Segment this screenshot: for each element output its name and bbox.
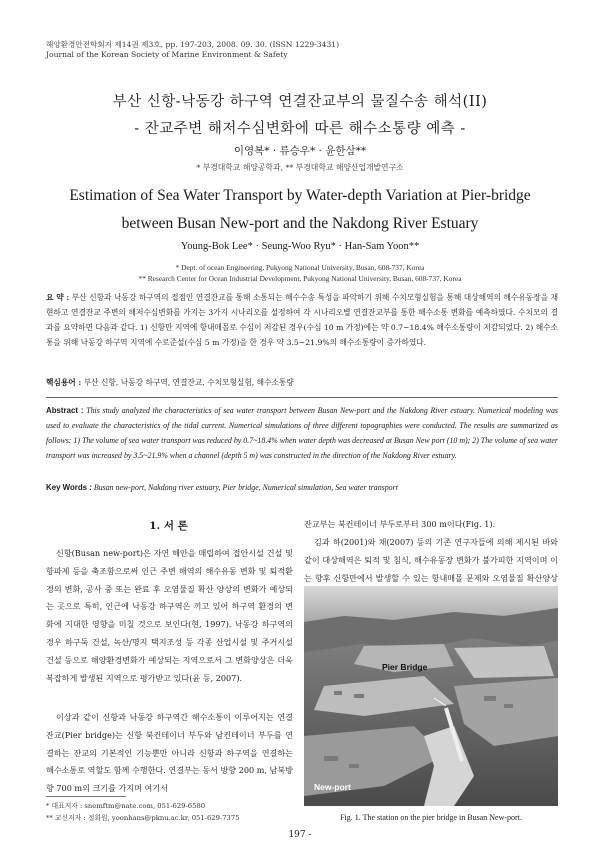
korean-affiliation: * 부경대학교 해양공학과, ** 부경대학교 해양산업개발연구소 <box>196 163 404 172</box>
journal-citation: 해양환경안전학회지 제14권 제3호, pp. 197-203, 2008. 09. 30. (ISSN 1229-3431) <box>46 40 340 49</box>
english-abstract-label: Abstract : <box>46 406 84 415</box>
english-authors: Young-Bok Lee* · Seung-Woo Ryu* · Han-Sam Yoon** <box>180 241 420 252</box>
korean-keywords <box>46 377 558 388</box>
english-keywords-text: Busan new-port, Nakdong river estuary, Pier bridge, Numerical simulation, Sea water transport <box>93 483 398 492</box>
new-port-label: New-port <box>314 782 351 792</box>
english-affiliation-2: ** Research Center for Ocean Industrial Development, Pukyong National University, Busan, 608-737, Korea <box>138 274 462 283</box>
intro-paragraph-1: 신항(Busan new-port)은 자연 해안을 매립하여 접안시설 건설 및 항파제 등을 축조함으로써 인근 주변 해역의 해수유동 변화 및 퇴적환경의 변화, 공사 중 또는 완료 후 오염물질 확산 양상의 변화가 예상되는 곳으로 특히, 인근에 낙동강 하구역은 끼고 있어 하구역 환경의 변화에 지대한 영향을 미칠 것으로 보인다(현, 1997). 낙동강 하구역의 경우 하구둑 건설, 녹산/명지 택지조성 등 각종 산업시설 및 주거시설 건설 등으로 해양환경변화가 예상되는 지역으로서 그 변화양상은 더욱 복잡하게 발생된 지역으로 평가받고 있다(윤 등, 2007). <box>46 548 293 683</box>
divider <box>46 397 558 398</box>
footnote-corresponding: ** 교신저자 : 정회원, yoonhans@pknu.ac.kr, 051-629-7375 <box>46 814 240 822</box>
korean-keywords-text: 부산 신항, 낙동강 하구역, 연결잔교, 수치모형실험, 해수소통량 <box>83 378 294 387</box>
pier-bridge-label: Pier Bridge <box>382 662 428 672</box>
korean-subtitle: - 잔교주변 해저수심변화에 따른 해수소통량 예측 - <box>134 121 466 137</box>
page-number: 197 - <box>288 830 312 840</box>
right-paragraph-2: 김과 하(2001)와 채(2007) 등의 기존 연구자들에 의해 제시된 바와 같이 대상해역은 퇴적 및 침식, 해수유동장 변화가 불가피한 지역이며 이는 향후 신항만에서 발생할 수 있는 항내매몰 문제와 오염물질 확산양상 <box>304 537 558 583</box>
figure-caption: Fig. 1. The station on the pier bridge in Busan New-port. <box>340 813 522 822</box>
english-keywords-label: Key Words : <box>46 483 92 492</box>
intro-paragraph-2: 이상과 같이 신항과 낙동강 하구역간 해수소통이 이루어지는 연결 잔교(Pier bridge)는 신항 북컨테이너 부두와 남컨테이너 부두를 연결하는 잔교의 기본적인 기능뿐만 아니라 신항과 하구역을 연결하는 해수소통로 역할도 함께 수행한다. 연결부는 동서 방향 200 m, 남북방향 700 m의 크기를 가지며 여기서 <box>46 712 293 794</box>
aerial-photo <box>304 586 558 806</box>
korean-abstract-text: 부산 신항과 낙동강 하구역의 접점인 연결잔교를 통해 소통되는 해수수송 특성을 파악하기 위해 수치모형실험을 통해 대상해역의 해수유동장을 재현하고 연결잔교 주변의 해저수심변화를 가지는 3가지 시나리오를 설정하여 각 시나리오별 연결잔교부를 통한 해수소통 변화를 예측하였다. 수치모의 결과를 요약하면 다음과 같다. 1) 신항만 지역에 항내매몰로 수심이 저감된 경우(수심 10 m 가정)에는 약 0.7~18.4% 해수소통량이 저감되었다. 2) 해수소통을 위해 낙동강 하구역 지역에 수로준설(수심 5 m 가정)을 한 경우 약 3.5~21.9%의 해수소통량이 증가하였다. <box>46 293 559 347</box>
section-heading: 1. 서 론 <box>149 520 188 532</box>
english-abstract-text: This study analyzed the characteristics of sea water transport between Busan New-port and the Nakdong River estuary. Numerical modeling was used to evaluate the characteristics of the tidal current. Numerical simulations of three different topographies were conducted. The results are summarized as follows: 1) The volume of sea water transport was reduced by 0.7~18.4% when water depth was decreased at Busan New port (10 m); 2) The volume of sea water transport was increased by 3.5~21.9% when a channel (depth 5 m) was constructed in the direction of the Nakdong River estuary. <box>46 406 558 460</box>
footnote-rule <box>46 796 126 797</box>
english-affiliation-1: * Dept. of ocean Engineering, Pukyong National University, Busan, 608-737, Korea <box>175 263 425 272</box>
korean-keywords-label: 핵심용어 : <box>46 378 82 387</box>
footnote-author: * 대표저자 : snemftm@nate.com, 051-629-6580 <box>46 802 206 810</box>
english-title-line2: between Busan New-port and the Nakdong River Estuary <box>121 215 479 232</box>
journal-name: Journal of the Korean Society of Marine Environment & Safety <box>46 50 288 59</box>
english-title-line1: Estimation of Sea Water Transport by Water-depth Variation at Pier-bridge <box>69 187 531 204</box>
korean-authors: 이영복* · 류승우* · 윤한삼** <box>233 145 367 157</box>
english-abstract <box>46 403 558 463</box>
korean-title: 부산 신항-낙동강 하구역 연결잔교부의 물질수송 해석(II) <box>112 94 488 110</box>
english-keywords <box>46 483 558 492</box>
korean-abstract-label: 요 약 : <box>46 293 70 302</box>
right-paragraph-1: 잔교부는 북컨테이너 부두로부터 300 m이다(Fig. 1). <box>304 519 496 529</box>
korean-abstract <box>46 290 558 350</box>
